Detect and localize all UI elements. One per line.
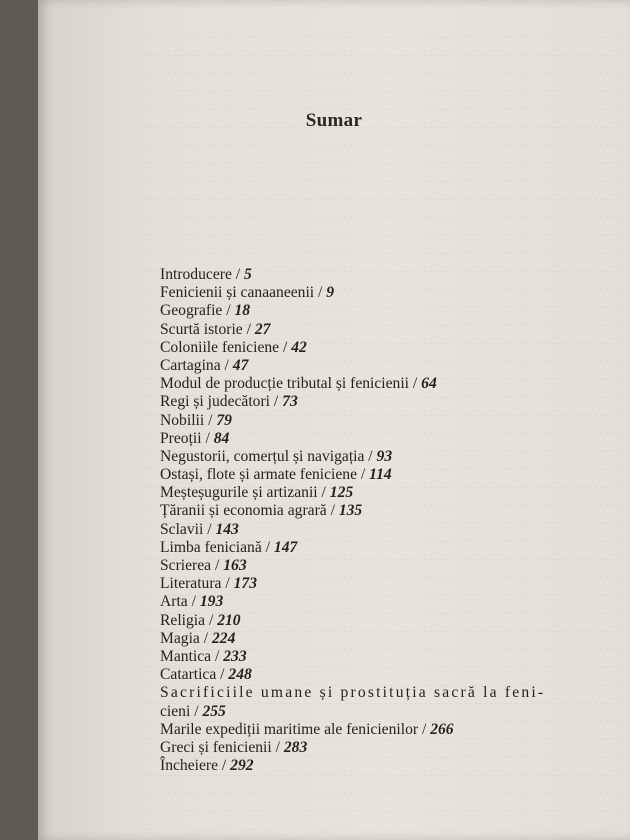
toc-entry-title: Sclavii: [160, 520, 204, 538]
toc-entry-title: Nobilii: [160, 411, 205, 429]
toc-entry: Sclavii / 143: [160, 520, 239, 538]
toc-page-number: 73: [282, 393, 298, 411]
toc-entry: Modul de producție tributal și fenicienii / 64: [160, 375, 437, 393]
toc-entry: Nobilii / 79: [160, 411, 232, 429]
toc-entry: Magia / 224: [160, 629, 236, 647]
toc-entry: Mantica / 233: [160, 647, 247, 665]
toc-entry-title: Regi și judecători: [160, 393, 270, 411]
toc-entry-title: Scurtă istorie: [160, 320, 243, 338]
toc-page-number: 173: [233, 575, 258, 593]
toc-entry-title: Introducere: [160, 266, 232, 283]
toc-entry-title: cieni: [160, 702, 191, 720]
toc-page-number: 248: [228, 666, 252, 684]
toc-entry-title: Țăranii și economia agrară: [160, 502, 327, 520]
toc-page-number: 47: [232, 356, 249, 374]
toc-page-number: 9: [326, 284, 335, 302]
toc-entry-title: Meșteșugurile și artizanii: [160, 484, 318, 502]
toc-entry: Catartica / 248: [160, 666, 252, 684]
toc-entry: Meșteșugurile și artizanii / 125: [160, 484, 354, 502]
toc-entry: Introducere / 5: [160, 266, 252, 283]
toc-entry: Scurtă istorie / 27: [160, 320, 271, 338]
toc-page-number: 114: [369, 466, 392, 484]
toc-entry-title: Magia: [160, 629, 200, 647]
toc-entry-title: Ostași, flote și armate feniciene: [160, 466, 358, 484]
toc-page-number: 125: [329, 484, 354, 502]
toc-entry: Fenicienii și canaaneenii / 9: [160, 284, 335, 302]
toc-entry-title: Preoții: [160, 429, 202, 447]
toc-page-number: 147: [273, 538, 298, 556]
toc-entry: Preoții / 84: [160, 429, 230, 447]
toc-entry-title: Coloniile feniciene: [160, 338, 280, 356]
toc-entry-title: Marile expediții maritime ale fenicienilor: [160, 720, 419, 738]
toc-entry-title: Mantica: [160, 647, 212, 665]
toc-entry: Literatura / 173: [160, 575, 258, 593]
toc-entry-title: Literatura: [160, 575, 222, 593]
toc-entry-title: Catartica: [160, 666, 217, 684]
toc-page-number: 64: [421, 375, 437, 393]
toc-page-number: 84: [213, 429, 230, 447]
toc-entry: Țăranii și economia agrară / 135: [160, 502, 363, 520]
table-of-contents: [160, 266, 560, 775]
toc-page-number: 210: [217, 611, 241, 629]
toc-page-number: 5: [244, 266, 252, 283]
toc-entry: Cartagina / 47: [160, 356, 249, 374]
toc-entry-title: Modul de producție tributal și fenicienii: [160, 375, 410, 393]
toc-entry: Ostași, flote și armate feniciene / 114: [160, 466, 392, 484]
toc-entry-title: Religia: [160, 611, 206, 629]
toc-page-number: 283: [283, 738, 308, 756]
toc-page-number: 143: [215, 520, 239, 538]
toc-entry: Greci și fenicienii / 283: [160, 738, 308, 756]
toc-entry: Religia / 210: [160, 611, 241, 629]
toc-page-number: 79: [216, 411, 232, 429]
toc-entry-title: Sacrificiile umane și prostituția sacră la feni-: [160, 684, 546, 702]
toc-entry: Limba feniciană / 147: [160, 538, 298, 556]
toc-entry: cieni / 255: [160, 702, 226, 720]
toc-page-number: 42: [291, 338, 307, 356]
toc-page-number: 224: [211, 629, 236, 647]
toc-page-number: 93: [376, 447, 393, 465]
toc-entry: Regi și judecători / 73: [160, 393, 298, 411]
toc-entry-title: Scrierea: [160, 557, 212, 574]
toc-page-number: 27: [254, 320, 271, 338]
toc-page-number: 163: [223, 557, 247, 574]
toc-entry-title: Cartagina: [160, 356, 221, 374]
toc-page-number: 233: [223, 647, 247, 665]
toc-entry-title: Încheiere: [160, 757, 218, 775]
toc-page-number: 292: [230, 757, 254, 775]
toc-page-number: 266: [430, 720, 454, 738]
toc-entry-title: Greci și fenicienii: [160, 738, 272, 756]
toc-page-number: 135: [338, 502, 363, 520]
page-title: Sumar: [305, 110, 363, 131]
toc-entry: Negustorii, comerțul și navigația / 93: [160, 447, 393, 465]
toc-page-number: 193: [199, 593, 224, 611]
toc-entry: Scrierea / 163: [160, 557, 247, 574]
toc-entry-title: Arta: [160, 593, 188, 611]
toc-page-number: 18: [234, 302, 251, 320]
toc-entry: Coloniile feniciene / 42: [160, 338, 307, 356]
toc-entry: Geografie / 18: [160, 302, 251, 320]
toc-entry-continued: [160, 684, 560, 702]
toc-entry-title: Negustorii, comerțul și navigația: [160, 447, 365, 465]
toc-entry: Marile expediții maritime ale fenicienilor / 266: [160, 720, 454, 738]
toc-entry-title: Limba feniciană: [160, 538, 262, 556]
toc-entry-title: Geografie: [160, 302, 223, 320]
book-page: [38, 0, 630, 840]
toc-page-number: 255: [202, 702, 226, 720]
toc-entry: Încheiere / 292: [160, 757, 254, 775]
toc-entry-title: Fenicienii și canaaneenii: [160, 284, 315, 302]
toc-entry: Arta / 193: [160, 593, 224, 611]
